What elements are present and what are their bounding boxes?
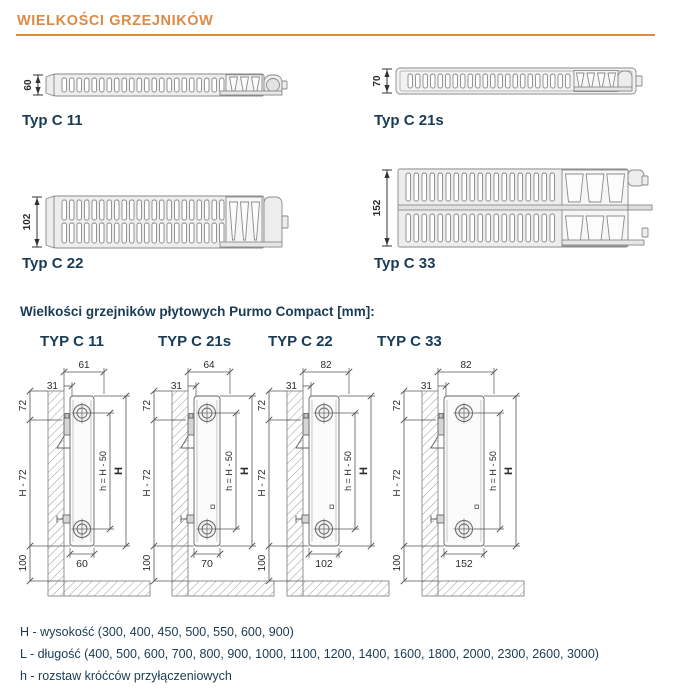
svg-text:h = H - 50: h = H - 50 [224,451,234,491]
svg-text:h = H - 50: h = H - 50 [98,451,108,491]
svg-text:31: 31 [285,381,297,392]
svg-text:H: H [358,467,370,475]
tech-drawing-c22-svg [257,358,407,603]
svg-text:100: 100 [392,554,403,572]
svg-text:H: H [113,467,125,475]
page-title: WIELKOŚCI GRZEJNIKÓW [17,13,214,29]
svg-text:31: 31 [46,381,58,392]
svg-text:70: 70 [201,558,213,570]
svg-text:H: H [503,467,515,475]
crosssection-c33 [374,168,652,248]
svg-text:82: 82 [460,360,472,371]
crosssection-c11 [24,72,288,98]
svg-text:72: 72 [18,399,29,412]
mounting-drawing [18,360,150,596]
drawing-title-c33: TYP C 33 [377,333,442,350]
legend-spacing: h - rozstaw króćców przyłączeniowych [20,669,232,683]
svg-text:h = H - 50: h = H - 50 [343,451,353,491]
svg-text:70: 70 [372,75,383,87]
svg-text:152: 152 [372,199,383,217]
svg-text:102: 102 [315,558,333,570]
label-typ-c11: Typ C 11 [22,112,83,129]
svg-text:h = H - 50: h = H - 50 [488,451,498,491]
svg-text:72: 72 [392,399,403,412]
svg-text:31: 31 [420,381,432,392]
label-typ-c22: Typ C 22 [22,255,84,272]
tech-drawing-c33 [392,358,542,603]
crosssection-c21s [374,66,648,96]
mounting-drawing [142,360,274,596]
crosssection-c22 [24,195,288,251]
legend-height: H - wysokość (300, 400, 450, 500, 550, 600, 900) [20,625,294,639]
mounting-drawing [257,360,389,596]
crosssection-c33-svg [374,168,652,248]
crosssection-c22-svg [24,195,288,251]
svg-text:64: 64 [203,360,215,371]
svg-text:152: 152 [455,558,473,570]
svg-text:31: 31 [170,381,182,392]
crosssection-c21s-svg [374,66,648,96]
label-typ-c21s: Typ C 21s [374,112,444,129]
crosssection-c11-svg [24,72,288,98]
drawing-title-c22: TYP C 22 [268,333,333,350]
radiator-body [194,396,220,546]
svg-text:102: 102 [22,213,33,231]
svg-text:H - 72: H - 72 [392,469,403,497]
svg-text:H - 72: H - 72 [142,469,153,497]
svg-text:82: 82 [320,360,332,371]
svg-text:60: 60 [23,79,34,91]
radiator-body [309,396,339,546]
svg-text:60: 60 [76,558,88,570]
wall-section [48,391,150,596]
section-title: Wielkości grzejników płytowych Purmo Compact [mm]: [20,304,375,319]
svg-text:72: 72 [257,399,268,412]
drawing-title-c21s: TYP C 21s [158,333,232,350]
svg-text:H - 72: H - 72 [18,469,29,497]
svg-text:100: 100 [18,554,29,572]
radiator-body [444,396,484,546]
svg-text:100: 100 [257,554,268,572]
svg-text:61: 61 [78,360,90,371]
svg-text:100: 100 [142,554,153,572]
header-underline [16,34,655,36]
tech-drawing-c22 [257,358,407,603]
tech-drawing-c33-svg [392,358,542,603]
label-typ-c33: Typ C 33 [374,255,436,272]
svg-text:72: 72 [142,399,153,412]
radiator-body [70,396,94,546]
legend-length: L - długość (400, 500, 600, 700, 800, 900, 1000, 1100, 1200, 1400, 1600, 1800, 2000, 2300, 2600, 3000) [20,647,599,661]
drawing-title-c11: TYP C 11 [40,333,104,350]
svg-text:H: H [239,467,251,475]
mounting-drawing [392,360,524,596]
svg-text:H - 72: H - 72 [257,469,268,497]
